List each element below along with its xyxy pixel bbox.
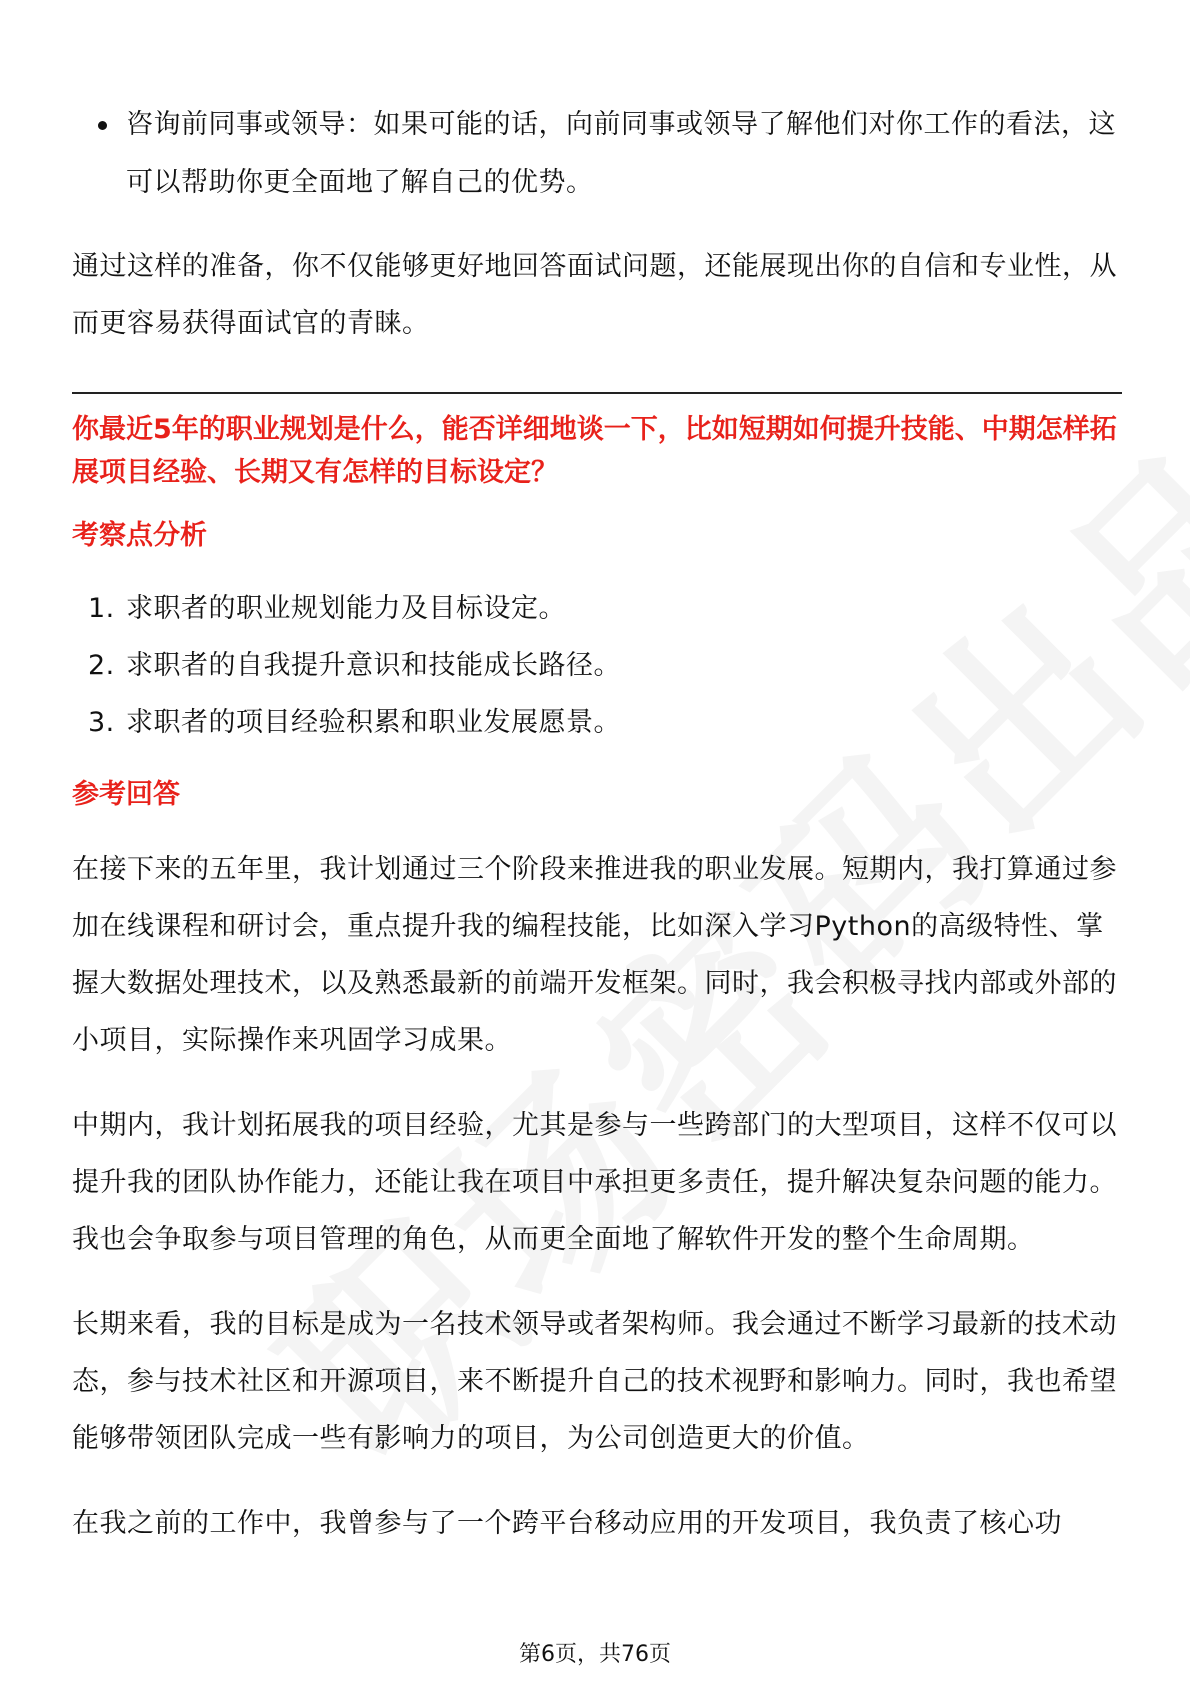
analysis-heading: 考察点分析 [72, 520, 207, 551]
page-footer: 第6页，共76页 [519, 1642, 671, 1667]
section-divider [72, 392, 1122, 394]
list-item-text: 求职者的职业规划能力及目标设定。 [126, 593, 566, 624]
interview-question: 你最近5年的职业规划是什么，能否详细地谈一下，比如短期如何提升技能、中期怎样拓展项目经验、长期又有怎样的目标设定？ [72, 414, 1117, 488]
bullet-text: 咨询前同事或领导：如果可能的话，向前同事或领导了解他们对你工作的看法，这可以帮助你更全面地了解自己的优势。 [126, 109, 1116, 198]
list-item [72, 580, 1122, 637]
answer-paragraph-mid-term: 中期内，我计划拓展我的项目经验，尤其是参与一些跨部门的大型项目，这样不仅可以提升我的团队协作能力，还能让我在项目中承担更多责任，提升解决复杂问题的能力。我也会争取参与项目管理的角色，从而更全面地了解软件开发的整个生命周期。 [72, 1110, 1117, 1255]
list-item [72, 637, 1122, 694]
list-item-text: 求职者的项目经验积累和职业发展愿景。 [126, 707, 621, 738]
list-item [72, 96, 1122, 212]
answer-heading: 参考回答 [72, 779, 180, 810]
answer-paragraph-experience: 在我之前的工作中，我曾参与了一个跨平台移动应用的开发项目，我负责了核心功 [72, 1508, 1062, 1539]
closing-paragraph: 通过这样的准备，你不仅能够更好地回答面试问题，还能展现出你的自信和专业性，从而更容易获得面试官的青睐。 [72, 251, 1117, 339]
list-number: 2. [88, 650, 115, 681]
list-item-text: 求职者的自我提升意识和技能成长路径。 [126, 650, 621, 681]
list-number: 1. [88, 593, 115, 624]
bullet-list [72, 96, 1122, 212]
bullet-dot-icon [98, 121, 107, 130]
list-number: 3. [88, 707, 115, 738]
document-page [72, 96, 1122, 1552]
list-item [72, 694, 1122, 751]
answer-paragraph-long-term: 长期来看，我的目标是成为一名技术领导或者架构师。我会通过不断学习最新的技术动态，参与技术社区和开源项目，来不断提升自己的技术视野和影响力。同时，我也希望能够带领团队完成一些有影响力的项目，为公司创造更大的价值。 [72, 1309, 1117, 1454]
answer-paragraph-short-term: 在接下来的五年里，我计划通过三个阶段来推进我的职业发展。短期内，我打算通过参加在线课程和研讨会，重点提升我的编程技能，比如深入学习Python的高级特性、掌握大数据处理技术，以及熟悉最新的前端开发框架。同时，我会积极寻找内部或外部的小项目，实际操作来巩固学习成果。 [72, 854, 1117, 1056]
analysis-list [72, 580, 1122, 751]
